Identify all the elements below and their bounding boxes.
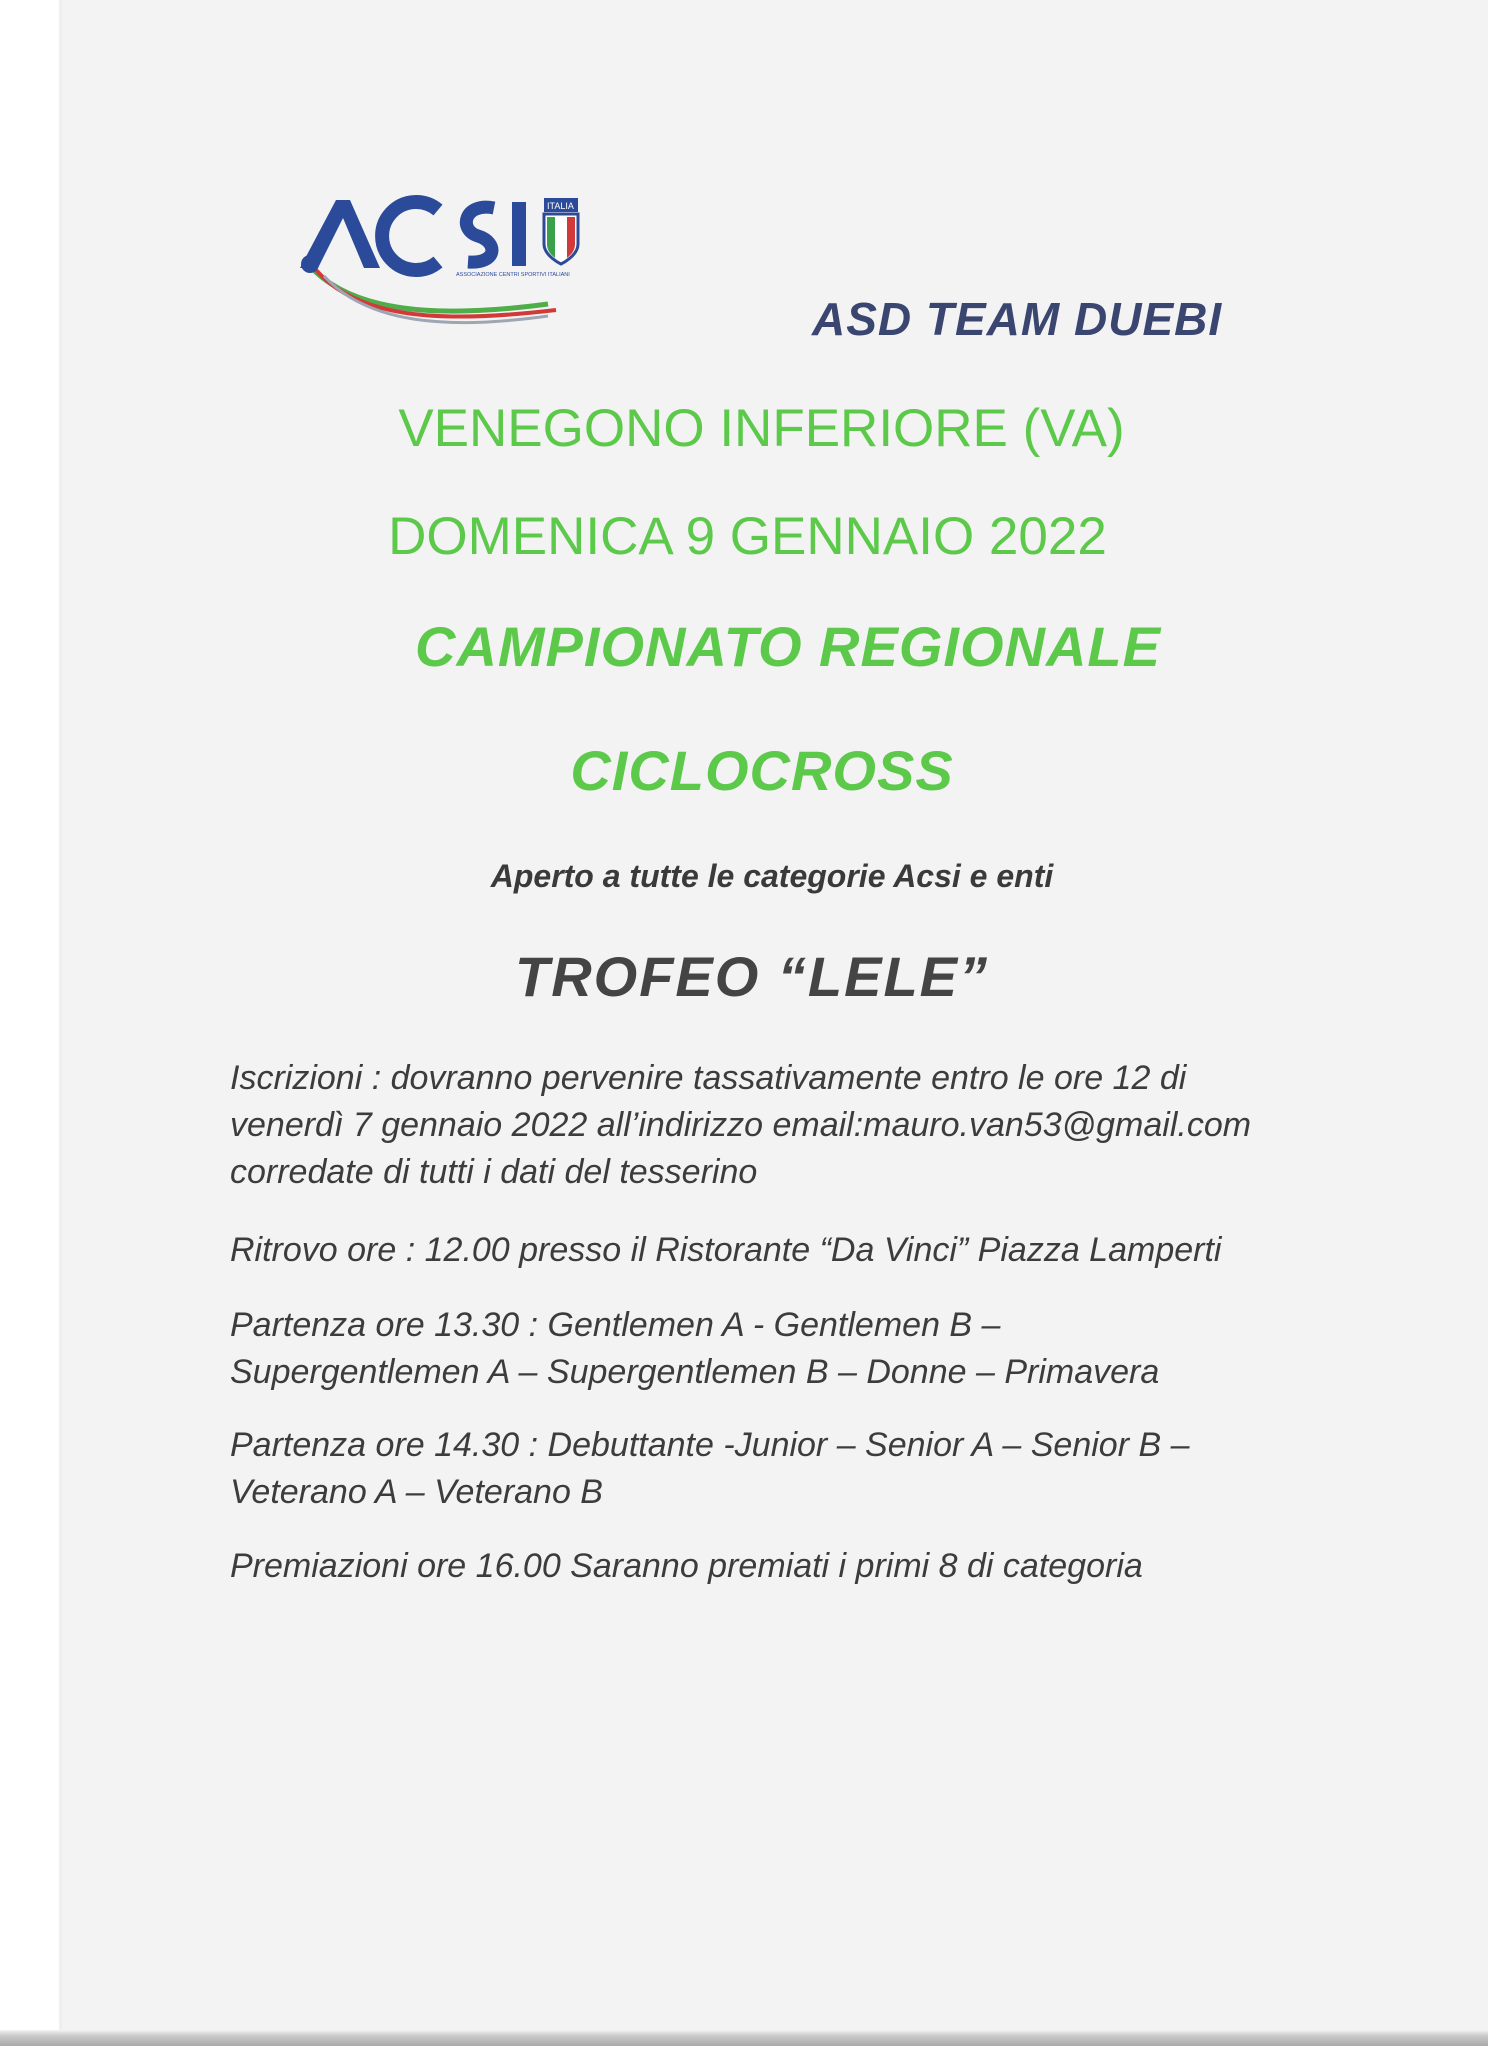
- championship-title: CAMPIONATO REGIONALE: [415, 615, 1161, 678]
- event-place: VENEGONO INFERIORE (VA): [398, 399, 1125, 458]
- iscrizioni-paragraph: [230, 1055, 1430, 1196]
- open-to-note: Aperto a tutte le categorie Acsi e enti: [490, 858, 1054, 894]
- partenza-2-line-2: Veterano A – Veterano B: [230, 1473, 603, 1511]
- event-date: DOMENICA 9 GENNAIO 2022: [388, 507, 1107, 566]
- logo-badge-text: ITALIA: [547, 201, 574, 211]
- iscrizioni-line-3: corredate di tutti i dati del tesserino: [230, 1153, 758, 1191]
- iscrizioni-line-1: Iscrizioni : dovranno pervenire tassativamente entro le ore 12 di: [230, 1059, 1187, 1097]
- scan-left-margin: [0, 0, 62, 2046]
- discipline-title: CICLOCROSS: [570, 739, 954, 802]
- partenza-2-paragraph: [230, 1422, 1430, 1516]
- trophy-title: TROFEO “LELE”: [515, 945, 989, 1008]
- iscrizioni-line-2: venerdì 7 gennaio 2022 all’indirizzo email:mauro.van53@gmail.com: [230, 1106, 1252, 1144]
- logo-tagline: ASSOCIAZIONE CENTRI SPORTIVI ITALIANI: [456, 272, 570, 278]
- premiazioni-paragraph: [230, 1543, 1430, 1590]
- scan-bottom-edge: [0, 2030, 1488, 2046]
- partenza-1-line-2: Supergentlemen A – Supergentlemen B – Donne – Primavera: [230, 1353, 1160, 1391]
- ritrovo-paragraph: [230, 1227, 1430, 1274]
- team-name: ASD TEAM DUEBI: [812, 293, 1223, 345]
- partenza-2-line-1: Partenza ore 14.30 : Debuttante -Junior – Senior A – Senior B –: [230, 1426, 1190, 1464]
- partenza-1-line-1: Partenza ore 13.30 : Gentlemen A - Gentlemen B –: [230, 1306, 1001, 1344]
- ritrovo-line: Ritrovo ore : 12.00 presso il Ristorante “Da Vinci” Piazza Lamperti: [230, 1231, 1222, 1269]
- partenza-1-paragraph: [230, 1302, 1430, 1396]
- acsi-logo: [288, 192, 638, 332]
- premiazioni-line: Premiazioni ore 16.00 Saranno premiati i primi 8 di categoria: [230, 1547, 1143, 1585]
